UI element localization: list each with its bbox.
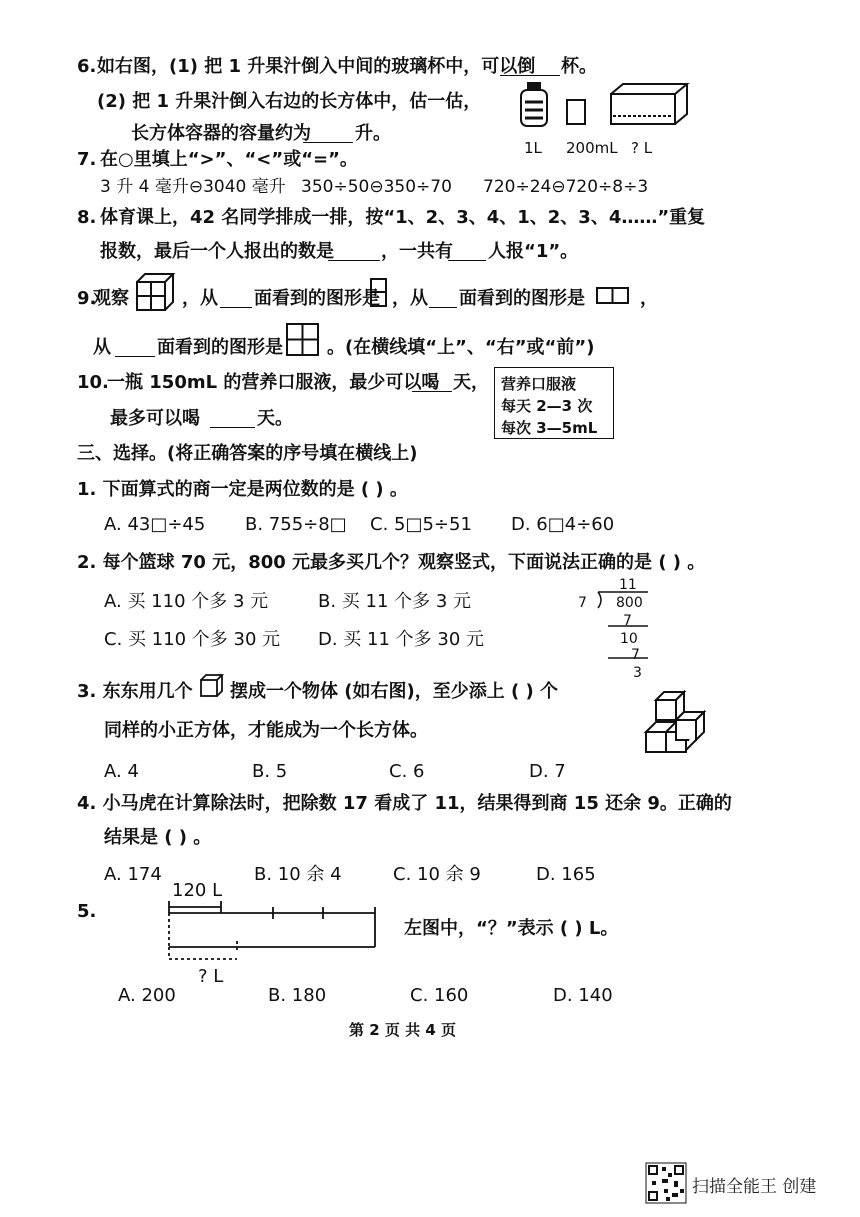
q10-blank2[interactable]	[210, 426, 255, 428]
c1-option-a[interactable]: A. 43□÷45	[104, 514, 206, 535]
q8-line2a: 报数，最后一个人报出的数是	[100, 241, 334, 262]
q8-line1: 体育课上，42 名同学排成一排，按“1、2、3、4、1、2、3、4……”重复	[100, 207, 706, 228]
q6-line1: 如右图，(1) 把 1 升果汁倒入中间的玻璃杯中，可以倒	[97, 56, 536, 77]
q6-blank2[interactable]	[303, 141, 353, 143]
c1-option-b[interactable]: B. 755÷8□	[245, 514, 347, 535]
c1-option-d[interactable]: D. 6□4÷60	[511, 514, 615, 535]
c2-option-a[interactable]: A. 买 110 个多 3 元	[104, 591, 269, 612]
line-segment-diagram	[165, 895, 385, 965]
q7-number: 7.	[77, 149, 97, 170]
q8-line2c: 人报“1”。	[488, 241, 579, 262]
q10-number: 10.	[77, 372, 109, 393]
c2-option-c[interactable]: C. 买 110 个多 30 元	[104, 629, 281, 650]
q8-number: 8.	[77, 207, 97, 228]
division-step2: 10	[620, 631, 638, 647]
q10-line1a: 一瓶 150mL 的营养口服液，最少可以喝	[107, 372, 440, 393]
division-divisor: 7	[578, 595, 587, 611]
division-quotient: 11	[619, 577, 637, 593]
q7-item-2: 350÷50⊖350÷70	[301, 177, 452, 197]
q6-containers-figure	[515, 80, 695, 130]
q8-line2b: ，一共有	[381, 241, 453, 262]
line-diagram-top-label: 120 L	[172, 880, 223, 901]
c4-question-line2: 结果是 ( ) 。	[104, 827, 212, 848]
c4-question-line1: 4. 小马虎在计算除法时，把除数 17 看成了 11，结果得到商 15 还余 9。正确的	[77, 793, 732, 814]
division-step1: 7	[623, 613, 632, 629]
cube-structure-figure	[640, 688, 720, 768]
q9-blank3[interactable]	[115, 355, 155, 357]
view-shape-square-icon	[286, 323, 320, 357]
q6-label-200ml: 200mL	[566, 139, 618, 157]
q9-p9: 。(在横线填“上”、“右”或“前”)	[327, 337, 595, 358]
c4-option-a[interactable]: A. 174	[104, 864, 162, 885]
c5-option-c[interactable]: C. 160	[410, 985, 469, 1006]
view-shape-tall-icon	[370, 278, 388, 308]
c5-option-a[interactable]: A. 200	[118, 985, 176, 1006]
c3-option-a[interactable]: A. 4	[104, 761, 139, 782]
c3-question-part2: 摆成一个物体 (如右图)，至少添上 ( ) 个	[230, 681, 558, 702]
c5-option-b[interactable]: B. 180	[268, 985, 327, 1006]
q9-p1: 观察	[93, 288, 129, 309]
c3-option-c[interactable]: C. 6	[389, 761, 425, 782]
glass-cup-icon	[567, 100, 585, 124]
q7-item-1: 3 升 4 毫升⊖3040 毫升	[100, 177, 286, 197]
q9-blank1[interactable]	[220, 306, 252, 308]
division-dividend: 800	[616, 595, 643, 611]
note-title: 营养口服液	[501, 375, 577, 393]
c4-option-d[interactable]: D. 165	[536, 864, 596, 885]
q10-line2b: 天。	[257, 408, 293, 429]
cuboid-container-icon	[611, 84, 687, 124]
juice-bottle-icon	[521, 90, 547, 126]
division-step3: 7	[631, 647, 640, 663]
q9-p4: ，从	[392, 288, 428, 309]
c3-question-part1: 3. 东东用几个	[77, 681, 193, 702]
small-cube-icon	[200, 674, 224, 698]
q7-item-3: 720÷24⊖720÷8÷3	[483, 177, 649, 197]
c5-number: 5.	[77, 901, 97, 922]
q10-line1b: 天，	[453, 372, 489, 393]
q8-blank1[interactable]	[328, 259, 380, 261]
c3-question-line2: 同样的小正方体，才能成为一个长方体。	[104, 720, 428, 741]
note-line1: 每天 2—3 次	[501, 397, 593, 415]
scanner-watermark: 扫描全能王 创建	[692, 1177, 817, 1197]
q6-unit3: 升。	[355, 123, 391, 144]
q10-line2a: 最多可以喝	[110, 408, 200, 429]
q6-blank1[interactable]	[500, 74, 560, 76]
cube-stack-icon	[135, 272, 175, 312]
q9-p5: 面看到的图形是	[459, 288, 585, 309]
c1-option-c[interactable]: C. 5□5÷51	[370, 514, 472, 535]
q9-number: 9.	[77, 288, 97, 309]
qr-code-icon	[646, 1163, 686, 1203]
c5-option-d[interactable]: D. 140	[553, 985, 613, 1006]
q9-blank2[interactable]	[429, 306, 457, 308]
q6-number: 6.	[77, 56, 97, 77]
q6-label-1l: 1L	[524, 139, 542, 157]
q10-blank1[interactable]	[412, 390, 452, 392]
q6-line2: (2) 把 1 升果汁倒入右边的长方体中，估一估，	[97, 91, 482, 112]
page-number: 第 2 页 共 4 页	[349, 1021, 456, 1039]
q9-p2: ，从	[182, 288, 218, 309]
line-diagram-bottom-label: ? L	[198, 966, 224, 987]
q7-line1: 在○里填上“>”、“<”或“=”。	[100, 149, 358, 170]
q8-blank2[interactable]	[448, 259, 486, 261]
q6-unit1: 杯。	[561, 56, 597, 77]
q9-p3: 面看到的图形是	[254, 288, 380, 309]
nutrition-label-box	[494, 367, 614, 439]
c5-question: 左图中，“？”表示 ( ) L。	[404, 918, 619, 939]
c1-question: 1. 下面算式的商一定是两位数的是 ( ) 。	[77, 479, 408, 500]
division-remainder: 3	[633, 665, 642, 681]
q6-line3: 长方体容器的容量约为	[131, 123, 311, 144]
c2-option-b[interactable]: B. 买 11 个多 3 元	[318, 591, 472, 612]
q9-p7: 从	[93, 337, 111, 358]
c3-option-b[interactable]: B. 5	[252, 761, 288, 782]
c2-option-d[interactable]: D. 买 11 个多 30 元	[318, 629, 484, 650]
note-line2: 每次 3—5mL	[501, 419, 598, 437]
c2-question: 2. 每个篮球 70 元，800 元最多买几个？观察竖式，下面说法正确的是 ( ) 。	[77, 552, 706, 573]
section-3-title: 三、选择。(将正确答案的序号填在横线上)	[77, 443, 418, 464]
c4-option-c[interactable]: C. 10 余 9	[393, 864, 481, 885]
q9-p6: ，	[640, 288, 658, 309]
c3-option-d[interactable]: D. 7	[529, 761, 566, 782]
view-shape-wide-icon	[596, 287, 630, 305]
q9-p8: 面看到的图形是	[157, 337, 283, 358]
c4-option-b[interactable]: B. 10 余 4	[254, 864, 342, 885]
q6-label-unknown: ? L	[631, 139, 653, 157]
